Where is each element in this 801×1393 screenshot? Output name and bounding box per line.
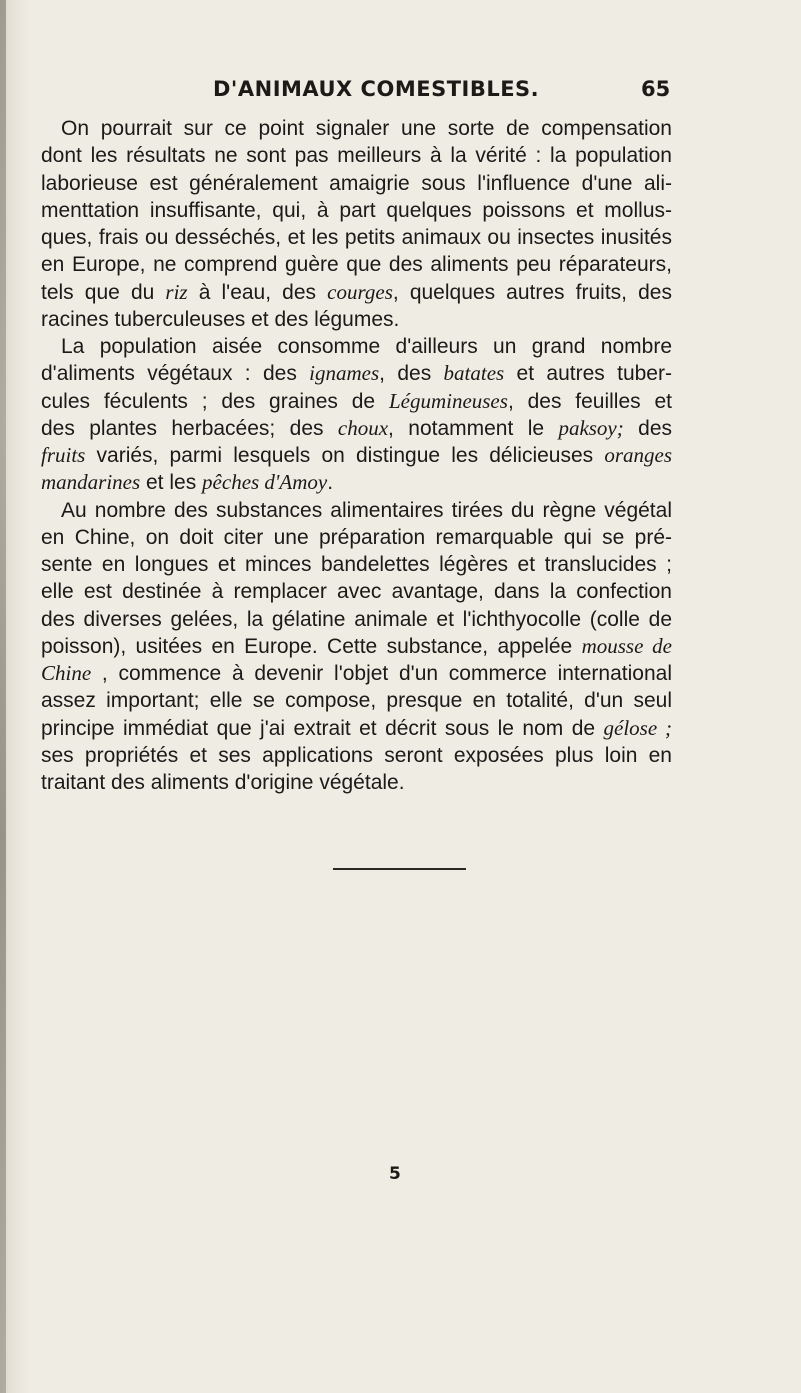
text-run: laborieuse est généralement amaigrie sous l'influence d'une ali- <box>41 171 672 195</box>
text-run: à l'eau, des <box>187 280 328 304</box>
text-line <box>41 660 672 687</box>
text-line <box>41 197 672 224</box>
section-rule <box>333 868 466 870</box>
text-line <box>41 606 672 633</box>
text-run: , des <box>379 362 444 386</box>
text-line <box>41 687 672 714</box>
text-run: ques, frais ou desséchés, et les petits animaux ou insectes inusités <box>41 226 672 249</box>
text-run: assez important; elle se compose, presque en totalité, d'un seul <box>41 689 672 713</box>
text-line <box>41 360 672 387</box>
body-text <box>41 115 672 796</box>
text-line <box>41 633 672 660</box>
italic-term: mousse de <box>581 633 672 658</box>
running-head <box>0 77 801 107</box>
text-run: poisson), usitées en Europe. Cette substance, appelée <box>41 634 582 658</box>
text-line <box>41 251 672 278</box>
running-title: D'ANIMAUX COMESTIBLES. <box>213 77 540 101</box>
text-run: cules féculents ; des graines de <box>41 389 389 413</box>
text-run: dont les résultats ne sont pas meilleurs à la vérité : la population <box>41 144 672 168</box>
italic-term: mandarines <box>41 470 141 495</box>
italic-term: oranges <box>604 443 672 467</box>
italic-term: fruits <box>41 443 86 467</box>
text-run: en Chine, on doit citer une préparation remarquable qui se pré- <box>41 525 672 549</box>
text-line <box>41 442 672 469</box>
text-run: , commence à devenir l'objet d'un commerce international <box>91 662 672 685</box>
text-run: menttation insuffisante, qui, à part quelques poissons et mollus- <box>41 198 672 222</box>
text-line <box>41 415 672 442</box>
text-line <box>41 578 672 605</box>
italic-term: pêches d'Amoy <box>202 470 328 495</box>
italic-term: riz <box>165 279 188 304</box>
text-run: elle est destinée à remplacer avec avantage, dans la confection <box>41 580 672 604</box>
italic-term: Légumineuses <box>388 388 508 413</box>
signature-mark: 5 <box>389 1164 401 1184</box>
page-number: 65 <box>641 77 671 101</box>
text-run: en Europe, ne comprend guère que des aliments peu réparateurs, <box>41 253 672 277</box>
text-line <box>41 170 672 197</box>
text-run: Au nombre des substances alimentaires tirées du règne végétal <box>61 498 672 522</box>
text-line <box>41 224 672 251</box>
text-run: et les <box>140 471 203 495</box>
italic-term: courges <box>327 279 393 304</box>
text-line <box>41 388 672 415</box>
italic-term: choux <box>337 415 389 440</box>
text-run: des <box>623 416 672 440</box>
text-run: On pourrait sur ce point signaler une sorte de compensation <box>61 117 672 140</box>
text-run: racines tuberculeuses et des légumes. <box>41 307 400 331</box>
italic-term: ignames <box>309 361 380 386</box>
text-run: et autres tuber- <box>504 362 672 386</box>
text-line <box>41 115 672 142</box>
text-run: d'aliments végétaux : des <box>41 362 310 386</box>
text-run: principe immédiat que j'ai extrait et décrit sous le nom de <box>41 716 604 740</box>
italic-term: paksoy; <box>558 415 624 440</box>
page-gutter-shadow <box>0 0 6 1393</box>
text-run: des diverses gelées, la gélatine animale et l'ichthyocolle (colle de <box>41 607 672 631</box>
text-run: variés, parmi lesquels on distingue les délicieuses <box>85 444 605 467</box>
text-run: La population aisée consomme d'ailleurs un grand nombre <box>61 335 672 358</box>
text-run: . <box>327 471 334 495</box>
text-line <box>41 142 672 169</box>
text-line <box>41 524 672 551</box>
text-line <box>41 306 672 333</box>
text-run: traitant des aliments d'origine végétale. <box>41 771 405 794</box>
text-run: , quelques autres fruits, des <box>392 280 672 304</box>
text-run: , des feuilles et <box>507 389 672 413</box>
text-line <box>41 742 672 769</box>
text-line <box>41 715 672 742</box>
text-line <box>41 279 672 306</box>
italic-term: batates <box>443 361 505 386</box>
text-run: , notamment le <box>388 416 559 440</box>
text-run: ses propriétés et ses applications seront exposées plus loin en <box>41 743 672 767</box>
text-run: tels que du <box>41 280 166 304</box>
italic-term: gélose ; <box>603 715 672 740</box>
text-line <box>41 497 672 524</box>
text-run: des plantes herbacées; des <box>41 416 338 440</box>
text-line <box>41 551 672 578</box>
text-run: sente en longues et minces bandelettes légères et translucides ; <box>41 553 672 576</box>
text-line <box>41 469 672 496</box>
text-line <box>41 769 672 796</box>
text-line <box>41 333 672 360</box>
italic-term: Chine <box>41 661 92 685</box>
